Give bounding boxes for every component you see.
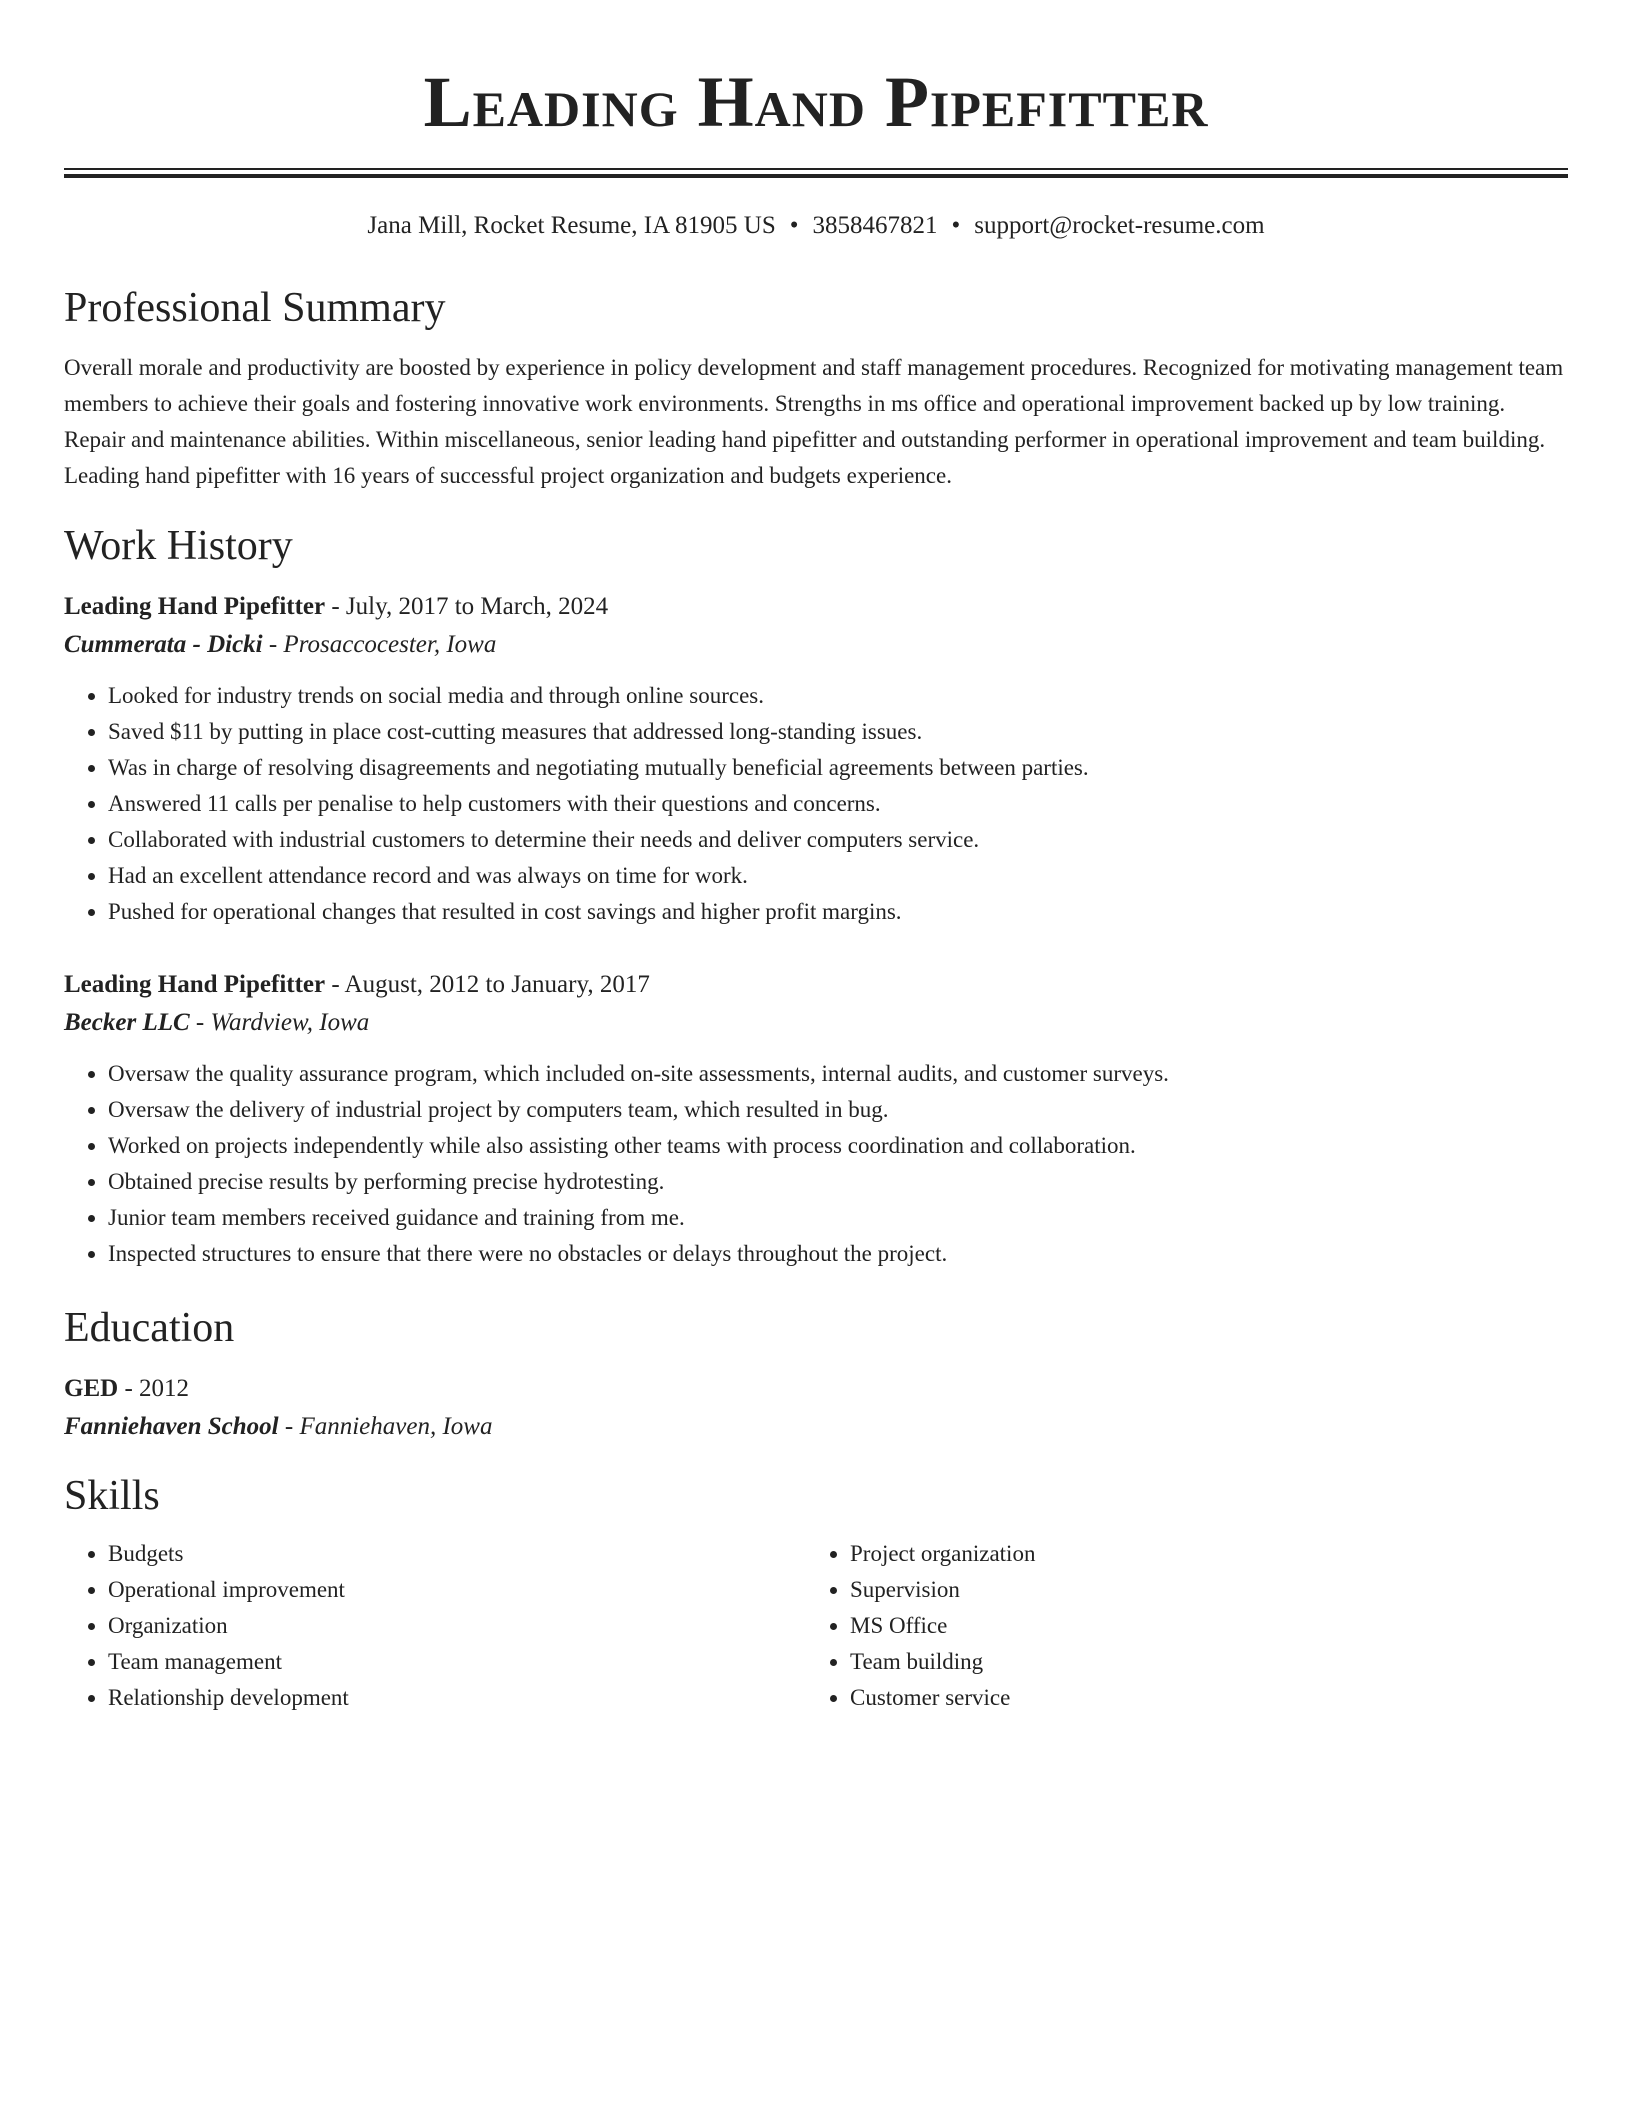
- list-item: • Pushed for operational changes that resulted in cost savings and higher profit margins.: [108, 894, 1568, 930]
- job-location: - Prosaccocester, Iowa: [262, 631, 497, 658]
- skill-item: • Organization: [108, 1608, 806, 1644]
- list-item: • Obtained precise results by performing precise hydrotesting.: [108, 1164, 1568, 1200]
- list-item: • Inspected structures to ensure that there were no obstacles or delays throughout the project.: [108, 1236, 1568, 1272]
- skill-item: • Supervision: [850, 1572, 1548, 1608]
- list-item: • Worked on projects independently while also assisting other teams with process coordination and collaboration.: [108, 1128, 1568, 1164]
- contact-separator: •: [789, 212, 799, 239]
- job-bullets: [64, 1056, 1568, 1272]
- job-company-line: [64, 1004, 1568, 1042]
- job-company: Cummerata - Dicki: [64, 631, 263, 658]
- section-title-education: Education: [64, 1305, 235, 1351]
- job-role: Leading Hand Pipefitter: [64, 971, 326, 998]
- job-location: - Wardview, Iowa: [189, 1009, 370, 1036]
- education-school-line: [64, 1408, 1568, 1446]
- job-heading: [64, 588, 1568, 626]
- header-divider: [64, 168, 1568, 178]
- skill-item: • Project organization: [850, 1536, 1548, 1572]
- list-item: • Had an excellent attendance record and was always on time for work.: [108, 858, 1568, 894]
- education-location: - Fanniehaven, Iowa: [278, 1413, 493, 1440]
- education-entry: [64, 1370, 1568, 1446]
- summary-text: Overall morale and productivity are boosted by experience in policy development and staff management procedures. Recognized for motivating management team members to achieve their goals and fostering innovative work environments. Strengths in ms office and operational improvement backed up by low training. Repair and maintenance abilities. Within miscellaneous, senior leading hand pipefitter and outstanding performer in operational improvement and team building. Leading hand pipefitter with 16 years of successful project organization and budgets experience.: [64, 355, 1564, 488]
- skills-column-left: [64, 1536, 806, 1716]
- section-title-skills: Skills: [64, 1473, 160, 1519]
- skills-column-right: [806, 1536, 1548, 1716]
- education-degree: GED: [64, 1375, 119, 1402]
- list-item: • Was in charge of resolving disagreements and negotiating mutually beneficial agreements between parties.: [108, 750, 1568, 786]
- education-school: Fanniehaven School: [64, 1413, 279, 1440]
- education-heading: [64, 1370, 1568, 1408]
- resume-name: Leading Hand Pipefitter: [423, 62, 1209, 142]
- contact-phone: 3858467821: [812, 212, 938, 239]
- job-role: Leading Hand Pipefitter: [64, 593, 326, 620]
- skill-item: • Budgets: [108, 1536, 806, 1572]
- education-year: - 2012: [118, 1375, 190, 1402]
- job-bullets: [64, 678, 1568, 930]
- job-company-line: [64, 626, 1568, 664]
- contact-email: support@rocket-resume.com: [974, 212, 1265, 239]
- skills-grid: [64, 1536, 1568, 1716]
- job-dates: - July, 2017 to March, 2024: [325, 593, 609, 620]
- contact-separator: •: [951, 212, 961, 239]
- skill-item: • Team building: [850, 1644, 1548, 1680]
- list-item: • Answered 11 calls per penalise to help customers with their questions and concerns.: [108, 786, 1568, 822]
- job-entry: [64, 588, 1568, 930]
- skill-item: • Customer service: [850, 1680, 1548, 1716]
- job-entry: [64, 966, 1568, 1272]
- skill-item: • Relationship development: [108, 1680, 806, 1716]
- skill-item: • Team management: [108, 1644, 806, 1680]
- job-dates: - August, 2012 to January, 2017: [325, 971, 650, 998]
- list-item: • Collaborated with industrial customers to determine their needs and deliver computers service.: [108, 822, 1568, 858]
- list-item: • Oversaw the delivery of industrial project by computers team, which resulted in bug.: [108, 1092, 1568, 1128]
- list-item: • Saved $11 by putting in place cost-cutting measures that addressed long-standing issues.: [108, 714, 1568, 750]
- contact-address: Jana Mill, Rocket Resume, IA 81905 US: [367, 212, 776, 239]
- job-heading: [64, 966, 1568, 1004]
- skill-item: • MS Office: [850, 1608, 1548, 1644]
- section-title-summary: Professional Summary: [64, 285, 446, 331]
- contact-line: [64, 208, 1568, 244]
- section-title-work-history: Work History: [64, 523, 293, 569]
- list-item: • Junior team members received guidance and training from me.: [108, 1200, 1568, 1236]
- list-item: • Oversaw the quality assurance program, which included on-site assessments, internal audits, and customer surveys.: [108, 1056, 1568, 1092]
- job-company: Becker LLC: [64, 1009, 190, 1036]
- skill-item: • Operational improvement: [108, 1572, 806, 1608]
- list-item: • Looked for industry trends on social media and through online sources.: [108, 678, 1568, 714]
